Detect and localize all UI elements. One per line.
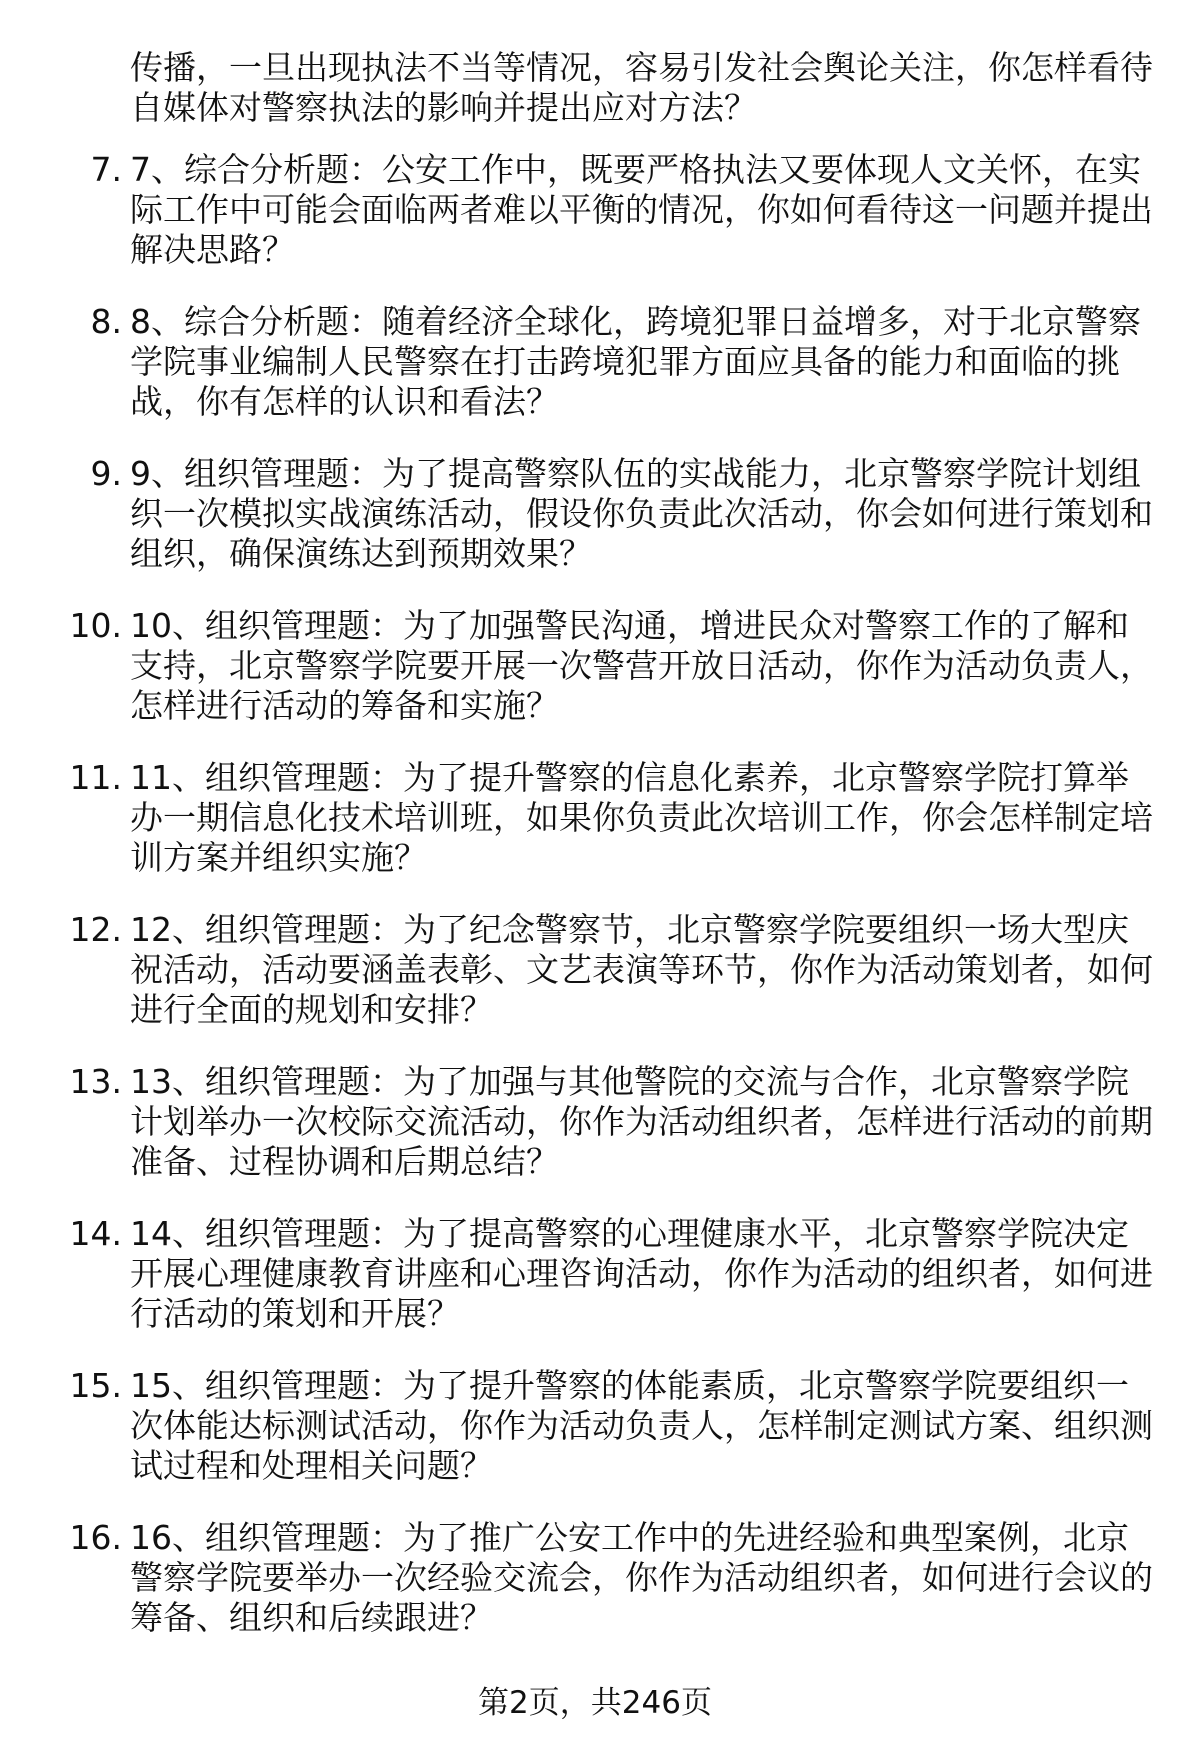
question-number: 12. <box>69 910 122 949</box>
question-item <box>0 758 1190 910</box>
question-number: 14. <box>69 1214 122 1253</box>
question-item <box>0 910 1190 1062</box>
question-item <box>0 1214 1190 1366</box>
question-number: 8. <box>90 302 122 341</box>
question-item <box>0 1062 1190 1214</box>
question-text: 14、组织管理题：为了提高警察的心理健康水平，北京警察学院决定开展心理健康教育讲座和心理咨询活动，你作为活动的组织者，如何进行活动的策划和开展？ <box>130 1214 1153 1333</box>
question-item <box>0 1366 1190 1518</box>
question-text: 12、组织管理题：为了纪念警察节，北京警察学院要组织一场大型庆祝活动，活动要涵盖表彰、文艺表演等环节，你作为活动策划者，如何进行全面的规划和安排？ <box>130 910 1153 1029</box>
question-text: 11、组织管理题：为了提升警察的信息化素养，北京警察学院打算举办一期信息化技术培训班，如果你负责此次培训工作，你会怎样制定培训方案并组织实施？ <box>130 758 1153 877</box>
question-item <box>0 302 1190 454</box>
page-number-footer: 第2页，共246页 <box>478 1685 712 1721</box>
question-text: 13、组织管理题：为了加强与其他警院的交流与合作，北京警察学院计划举办一次校际交流活动，你作为活动组织者，怎样进行活动的前期准备、过程协调和后期总结？ <box>130 1062 1153 1181</box>
continued-question-text: 传播，一旦出现执法不当等情况，容易引发社会舆论关注，你怎样看待自媒体对警察执法的影响并提出应对方法？ <box>130 48 1153 127</box>
question-item <box>0 150 1190 302</box>
question-text: 9、组织管理题：为了提高警察队伍的实战能力，北京警察学院计划组织一次模拟实战演练活动，假设你负责此次活动，你会如何进行策划和组织，确保演练达到预期效果？ <box>130 454 1153 573</box>
question-number: 15. <box>69 1366 122 1405</box>
question-number: 11. <box>69 758 122 797</box>
question-number: 9. <box>90 454 122 493</box>
question-text: 16、组织管理题：为了推广公安工作中的先进经验和典型案例，北京警察学院要举办一次经验交流会，你作为活动组织者，如何进行会议的筹备、组织和后续跟进？ <box>130 1518 1153 1637</box>
question-number: 13. <box>69 1062 122 1101</box>
question-text: 7、综合分析题：公安工作中，既要严格执法又要体现人文关怀，在实际工作中可能会面临两者难以平衡的情况，你如何看待这一问题并提出解决思路？ <box>130 150 1153 269</box>
question-number: 16. <box>69 1518 122 1557</box>
question-number: 10. <box>69 606 122 645</box>
question-item <box>0 606 1190 758</box>
question-text: 8、综合分析题：随着经济全球化，跨境犯罪日益增多，对于北京警察学院事业编制人民警察在打击跨境犯罪方面应具备的能力和面临的挑战，你有怎样的认识和看法？ <box>130 302 1141 421</box>
question-text: 15、组织管理题：为了提升警察的体能素质，北京警察学院要组织一次体能达标测试活动，你作为活动负责人，怎样制定测试方案、组织测试过程和处理相关问题？ <box>130 1366 1153 1485</box>
question-item <box>0 454 1190 606</box>
question-list <box>0 150 1190 1670</box>
question-item <box>0 1518 1190 1670</box>
question-number: 7. <box>90 150 122 189</box>
question-text: 10、组织管理题：为了加强警民沟通，增进民众对警察工作的了解和支持，北京警察学院要开展一次警营开放日活动，你作为活动负责人，怎样进行活动的筹备和实施？ <box>130 606 1153 725</box>
